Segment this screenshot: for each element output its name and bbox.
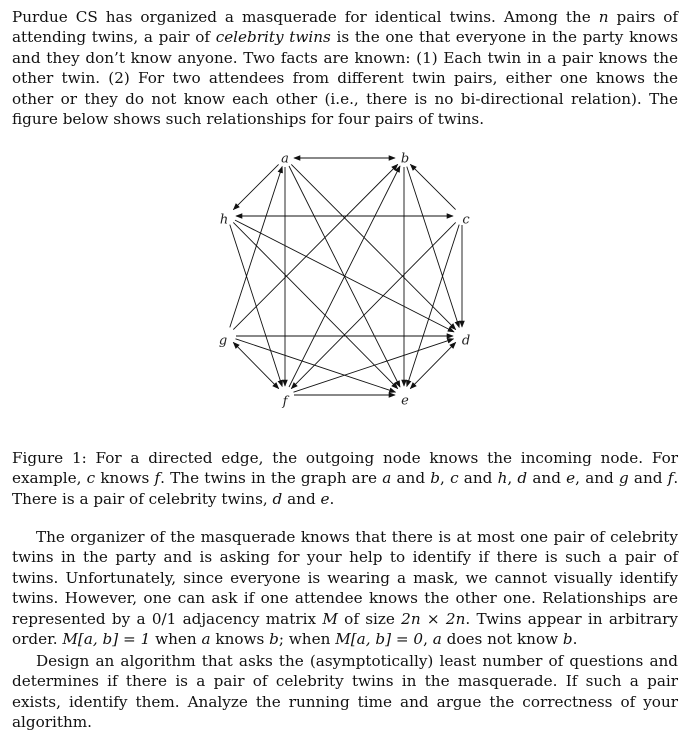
- edge-d-e: [410, 342, 455, 388]
- node-h: h: [219, 212, 229, 228]
- task-paragraph: Design an algorithm that asks the (asymptotically) least number of questions and determines if there is a pair of celebrity twins in the masquerade. If such a pair exists, identify them. Analyze the running time and argue the correctness of your algorithm.: [12, 652, 678, 732]
- figure-caption: Figure 1: For a directed edge, the outgoing node knows the incoming node. For example, c knows f. The twins in the graph are a and b, c and h, d and e, and g and f. There is a pair of celebrity twins, d and e.: [12, 449, 679, 508]
- node-c: c: [462, 212, 470, 228]
- graph-node-labels: [219, 152, 471, 410]
- node-b: b: [400, 151, 410, 167]
- edge-g-a: [230, 167, 282, 328]
- edge-b-d: [407, 167, 459, 328]
- edge-c-e: [407, 225, 459, 387]
- edge-h-f: [230, 225, 282, 387]
- celebrity-twins-term: celebrity twins: [215, 28, 331, 47]
- node-f: f: [282, 394, 288, 410]
- intro-paragraph: Purdue CS has organized a masquerade for identical twins. Among the n pairs of attending twins, a pair of celebrity twins is the one that everyone in the party knows and they don’t know anyone. Two facts are known: (1) Each twin in a pair knows the other twin. (2) For two attendees from different twin pairs, either one knows the other or they do not know each other (i.e., there is no bi-directional relation). The figure below shows such relationships for four pairs of twins.: [12, 8, 678, 129]
- edge-c-b: [410, 164, 455, 209]
- node-e: e: [401, 393, 409, 409]
- edge-h-d: [235, 220, 454, 332]
- node-g: g: [218, 333, 228, 349]
- edge-a-h: [233, 164, 278, 209]
- graph-edges: [230, 158, 462, 395]
- edge-f-d: [294, 339, 454, 392]
- node-a: a: [281, 151, 289, 167]
- node-d: d: [461, 333, 471, 349]
- edge-g-f: [233, 342, 278, 388]
- twins-graph: [200, 140, 490, 410]
- organizer-paragraph: The organizer of the masquerade knows that there is at most one pair of celebrity twins in the party and is asking for your help to identify if there is such a pair of twins. Unfortunately, since everyone is wearing a mask, we cannot visually identify twins. However, one can ask if one attendee knows the other one. Relationships are represented by a 0/1 adjacency matrix M of size 2n × 2n. Twins appear in arbitrary order. M[a, b] = 1 when a knows b; when M[a, b] = 0, a does not know b.: [12, 528, 678, 649]
- edge-g-e: [236, 339, 396, 392]
